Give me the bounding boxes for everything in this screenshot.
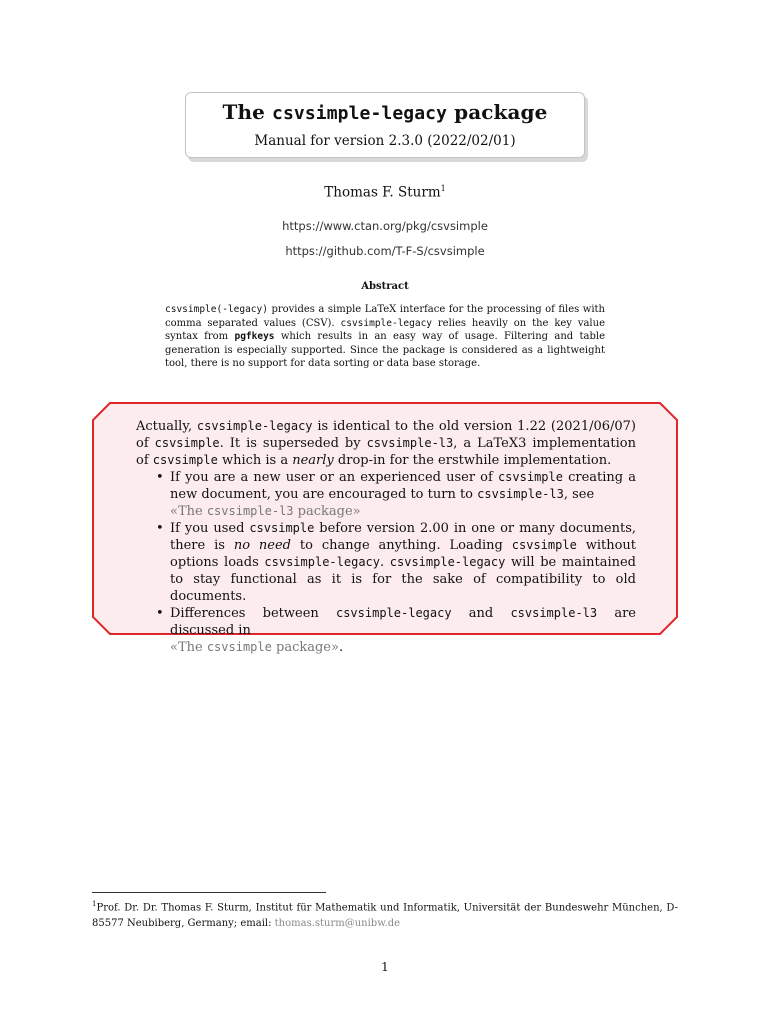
- notice-code: csvsimple: [152, 453, 218, 467]
- notice-text: and: [451, 606, 511, 621]
- bullet-icon: •: [156, 606, 164, 621]
- notice-text: before version 2.00 in one or many documents, there is: [170, 521, 637, 553]
- notice-code: csvsimple-legacy: [335, 606, 452, 620]
- notice-text: are discussed in: [170, 606, 637, 638]
- notice-code: csvsimple: [511, 538, 577, 552]
- footnote-mark: 1: [92, 900, 97, 908]
- link-text: «The: [170, 504, 207, 519]
- abstract-body: [165, 303, 605, 371]
- notice-text: creating a new document, you are encouraged to turn to: [170, 470, 637, 502]
- link-text: package»: [293, 504, 361, 519]
- notice-bullet-3: [136, 605, 636, 656]
- author-name: Thomas F. Sturm: [324, 184, 441, 201]
- title-box: [185, 92, 585, 158]
- notice-bullet-list: [136, 469, 636, 656]
- notice-bullet-1: [136, 469, 636, 520]
- notice-code: csvsimple: [497, 470, 563, 484]
- notice-text: is identical to the old version 1.22 (2021/06/07) of: [136, 419, 637, 451]
- link-code: csvsimple: [206, 640, 272, 654]
- notice-bullet-2: [136, 520, 636, 605]
- author-footnote-mark[interactable]: 1: [440, 184, 446, 193]
- abstract-text: which results in an easy way of usage. Filtering and table generation is especially supported. Since the package is considered as a lightweight tool, there is no support for data sorting or data base storage.: [165, 331, 605, 370]
- title-package-name: csvsimple-legacy: [272, 103, 448, 124]
- notice-code: csvsimple: [249, 521, 315, 535]
- notice-text: Differences between: [170, 606, 336, 621]
- notice-text: to change anything. Loading: [291, 538, 512, 553]
- notice-code: csvsimple-l3: [510, 606, 598, 620]
- abstract-code: csvsimple(-legacy): [165, 304, 268, 315]
- ctan-link[interactable]: https://www.ctan.org/pkg/csvsimple: [282, 219, 488, 233]
- csvsimple-l3-manual-link[interactable]: [170, 504, 361, 519]
- notice-emphasis: no need: [233, 538, 292, 553]
- notice-code: csvsimple: [154, 436, 220, 450]
- notice-text: If you used: [170, 521, 250, 536]
- notice-code: csvsimple-legacy: [264, 555, 380, 569]
- notice-text: .: [380, 555, 390, 570]
- notice-text: implementation of: [136, 436, 636, 468]
- bullet-icon: •: [156, 470, 164, 485]
- latex3-logo: LaTeX3: [477, 436, 527, 451]
- link-text: «The: [170, 640, 207, 655]
- notice-content: [136, 418, 636, 656]
- abstract-text: provides a simple: [267, 304, 365, 315]
- abstract-heading: Abstract: [361, 281, 409, 292]
- notice-text: drop-in for the erstwhile implementation.: [333, 453, 612, 468]
- notice-text: which is a: [217, 453, 293, 468]
- bullet-icon: •: [156, 521, 164, 536]
- footnote: [92, 896, 678, 932]
- footnote-rule: [92, 892, 326, 893]
- notice-text: If you are a new user or an experienced user of: [170, 470, 498, 485]
- author: [0, 184, 770, 201]
- notice-code: csvsimple-l3: [477, 487, 564, 501]
- title-prefix: The: [222, 100, 273, 124]
- title-suffix: package: [447, 100, 548, 124]
- notice-emphasis: nearly: [292, 453, 334, 468]
- csvsimple-manual-link[interactable]: [170, 640, 339, 655]
- notice-code: csvsimple-legacy: [389, 555, 506, 569]
- document-title: [186, 100, 584, 124]
- link-text: package»: [271, 640, 339, 655]
- footnote-text: Prof. Dr. Dr. Thomas F. Sturm, Institut für Mathematik und Informatik, Universität der Bundeswehr München, D-85577 Neubiberg, Germany; email:: [92, 902, 678, 930]
- notice-box: [92, 402, 678, 655]
- link-code: csvsimple-l3: [206, 504, 294, 518]
- notice-text: , see: [563, 487, 595, 502]
- abstract-code: csvsimple-legacy: [340, 317, 433, 329]
- notice-text: will be maintained to stay functional as it is for the sake of compatibility to old documents.: [170, 555, 636, 604]
- document-subtitle: Manual for version 2.3.0 (2022/02/01): [254, 133, 516, 149]
- latex-logo: LaTeX: [364, 304, 397, 315]
- notice-text: . It is superseded by: [219, 436, 367, 451]
- email-link[interactable]: thomas.sturm@unibw.de: [274, 918, 401, 930]
- github-link[interactable]: https://github.com/T-F-S/csvsimple: [285, 244, 485, 258]
- notice-intro: [136, 418, 636, 469]
- notice-text: , a: [453, 436, 478, 451]
- abstract-text: interface for the processing of files with comma separated values (CSV).: [165, 304, 605, 329]
- page-number: 1: [381, 960, 389, 974]
- abstract-code: pgfkeys: [234, 331, 275, 343]
- notice-text: without options loads: [170, 538, 637, 570]
- abstract-text: relies heavily on the key value syntax from: [165, 317, 605, 343]
- notice-text: .: [338, 640, 344, 655]
- notice-code: csvsimple-l3: [366, 436, 454, 450]
- notice-code: csvsimple-legacy: [196, 419, 313, 433]
- notice-text: Actually,: [136, 419, 197, 434]
